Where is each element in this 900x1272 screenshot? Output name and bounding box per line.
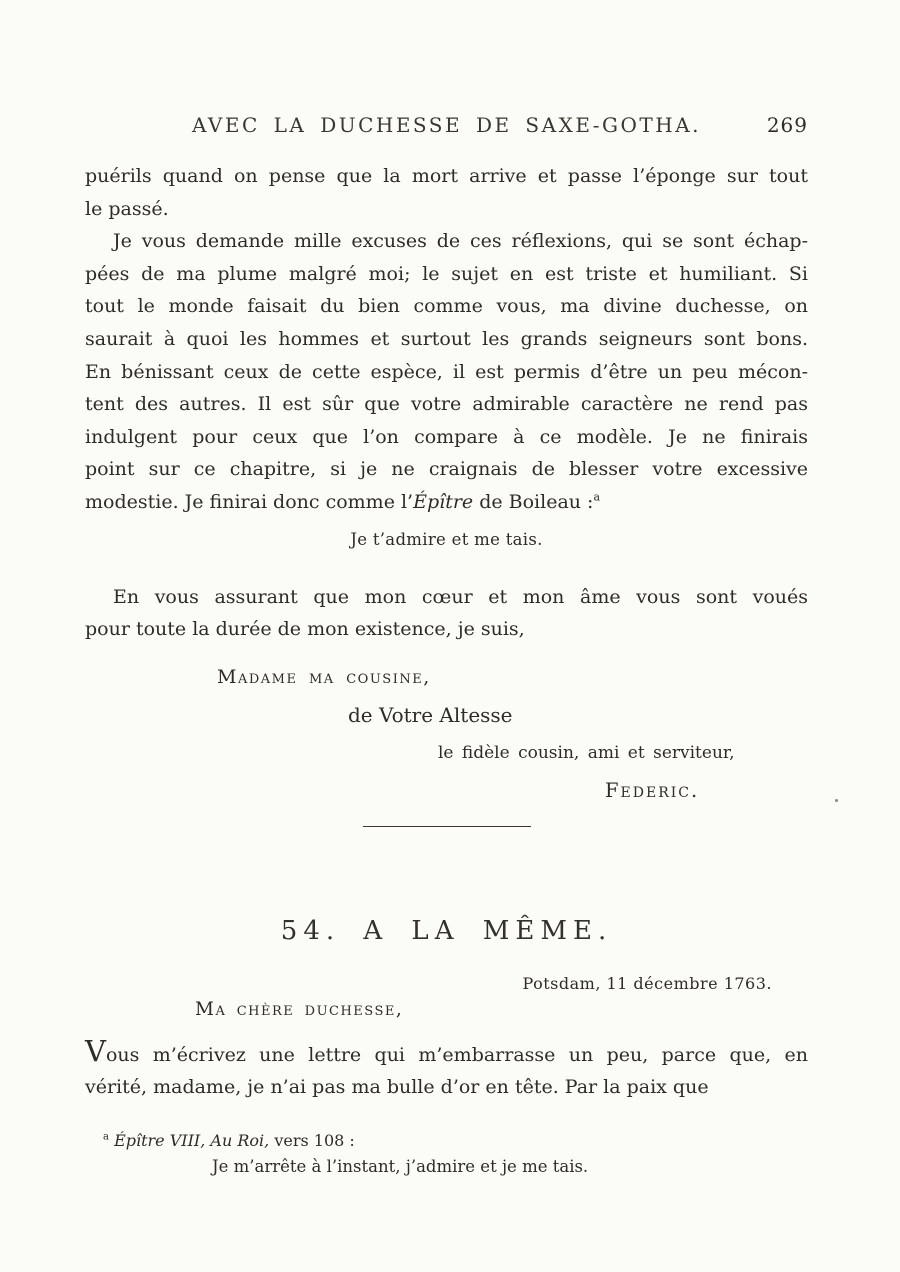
text-line: tent des autres. Il est sûr que votre admirable caractère ne rend pas (85, 393, 808, 416)
closing-salutation: Madame ma cousine, (217, 665, 431, 688)
text-line (85, 486, 808, 519)
paragraph-opening (85, 1033, 808, 1104)
text-segment: ous m’écrivez une lettre qui m’embarrasse un peu, parce que, en (105, 1043, 808, 1066)
text-line: point sur ce chapitre, si je ne craignais de blesser votre excessive (85, 458, 808, 481)
page-number: 269 (766, 113, 808, 137)
signature: Federic. (605, 778, 700, 802)
footnote-verse: Je m’arrête à l’instant, j’admire et je me tais. (212, 1156, 589, 1176)
closing-role-line: le fidèle cousin, ami et serviteur, (438, 742, 735, 763)
closing-address: de Votre Altesse (348, 702, 513, 727)
paragraph-2 (85, 225, 808, 518)
dateline: Potsdam, 11 décembre 1763. (522, 973, 772, 993)
verse-quote: Je t’admire et me tais. (350, 529, 543, 549)
text-line: Je vous demande mille excuses de ces réflexions, qui se sont échap- (113, 230, 808, 253)
footnote (85, 1128, 808, 1180)
text-line: pées de ma plume malgré moi; le sujet en est triste et humiliant. Si (85, 262, 808, 285)
letter-heading: 54. A LA MÊME. (280, 915, 613, 946)
paragraph-3 (85, 581, 808, 646)
text-line: saurait à quoi les hommes et surtout les grands seigneurs sont bons. (85, 327, 808, 350)
text-segment: modestie. Je finirai donc comme l’ (85, 490, 414, 513)
footnote-source-italic: Épître VIII, Au Roi, (114, 1130, 270, 1150)
italic-title: Épître (413, 490, 474, 513)
paragraph-continuation (85, 160, 808, 225)
letter-closing (85, 658, 808, 810)
text-line: indulgent pour ceux que l’on compare à ce modèle. Je ne finirais (85, 425, 808, 448)
letter-salutation: Ma chère duchesse, (195, 998, 404, 1020)
section-divider-rule (363, 826, 531, 827)
text-segment: de Boileau : (473, 490, 594, 513)
running-title: AVEC LA DUCHESSE DE SAXE-GOTHA. (191, 113, 702, 137)
text-line: pour toute la durée de mon existence, je suis, (85, 618, 525, 641)
text-line: vérité, madame, je n’ai pas ma bulle d’or en tête. Par la paix que (85, 1076, 709, 1099)
text-column (85, 112, 808, 1180)
enlarged-initial: V (85, 1033, 106, 1068)
text-line: En bénissant ceux de cette espèce, il est permis d’être un peu mécon- (85, 360, 808, 383)
text-line: le passé. (85, 197, 169, 220)
text-line (85, 1033, 808, 1072)
footnote-source-line (85, 1128, 808, 1154)
text-line: puérils quand on pense que la mort arrive et passe l’éponge sur tout (85, 165, 808, 187)
footnote-reference: a (593, 490, 601, 504)
footnote-source-rest: vers 108 : (269, 1130, 355, 1150)
text-line: En vous assurant que mon cœur et mon âme vous sont voués (113, 585, 808, 608)
footnote-marker: a (103, 1131, 109, 1143)
scan-speck (835, 799, 838, 802)
running-head (85, 112, 808, 139)
text-line: tout le monde faisait du bien comme vous, ma divine duchesse, on (85, 295, 808, 318)
